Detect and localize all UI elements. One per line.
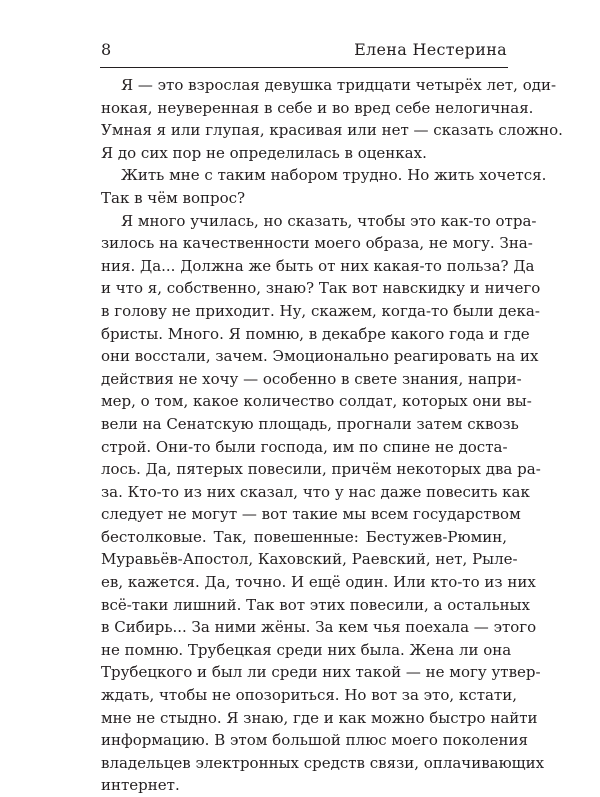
text-line: Я много училась, но сказать, чтобы это как-то отра- [121,211,537,230]
text-line: Я до сих пор не определилась в оценках. [101,143,427,162]
text-line: Так в чём вопрос? [101,188,246,207]
text-line: бристы. Много. Я помню, в декабре какого года и где [101,324,530,343]
paragraph [101,74,563,164]
text-line: Муравьёв-Апостол, Каховский, Раевский, нет, Рыле- [101,550,518,569]
paragraph [101,210,545,797]
text-line: зилось на качественности моего образа, не могу. Зна- [101,234,533,253]
text-line: Жить мне с таким набором трудно. Но жить хочется. [121,166,547,185]
page-number: 8 [101,40,112,59]
text-line: ждать, чтобы не опозориться. Но вот за это, кстати, [101,686,518,705]
text-line: за. Кто-то из них сказал, что у нас даже повесить как [101,482,530,501]
text-line: следует не могут — вот такие мы всем государством [101,505,521,524]
text-line: они восстали, зачем. Эмоционально реагировать на их [101,347,539,366]
paragraph [101,164,547,209]
text-line: Трубецкого и был ли среди них такой — не могу утвер- [101,663,541,682]
body-text [101,74,563,797]
text-line: строй. Они-то были господа, им по спине не доста- [101,437,508,456]
text-line: в голову не приходит. Ну, скажем, когда-то были дека- [101,301,540,320]
text-line: мне не стыдно. Я знаю, где и как можно быстро найти [101,708,538,727]
running-head-author: Елена Нестерина [354,40,507,59]
text-line: ев, кажется. Да, точно. И ещё один. Или кто-то из них [101,573,536,592]
text-line: и что я, собственно, знаю? Так вот навскидку и ничего [101,279,541,298]
text-line: мер, о том, какое количество солдат, которых они вы- [101,392,532,411]
text-line: бестолковые. Так, повешенные: Бестужев-Рюмин, [101,527,507,546]
text-line: Я — это взрослая девушка тридцати четырёх лет, оди- [121,76,557,94]
text-line: всё-таки лишний. Так вот этих повесили, а остальных [101,595,531,614]
text-line: действия не хочу — особенно в свете знания, напри- [101,369,522,388]
text-line: лось. Да, пятерых повесили, причём некоторых два ра- [101,460,541,479]
text-line: Умная я или глупая, красивая или нет — сказать сложно. [101,121,563,140]
text-line: нокая, неуверенная в себе и во вред себе нелогичная. [101,98,534,117]
text-line: ния. Да... Должна же быть от них какая-то польза? Да [101,256,535,275]
text-line: не помню. Трубецкая среди них была. Жена ли она [101,640,512,659]
text-line: в Сибирь... За ними жёны. За кем чья поехала — этого [101,618,537,637]
text-line: владельцев электронных средств связи, оплачивающих [101,753,545,772]
text-line: вели на Сенатскую площадь, прогнали затем сквозь [101,414,519,433]
text-line: интернет. [101,776,180,795]
page-header [101,38,507,62]
header-divider [100,67,508,68]
text-line: информацию. В этом большой плюс моего поколения [101,731,528,750]
